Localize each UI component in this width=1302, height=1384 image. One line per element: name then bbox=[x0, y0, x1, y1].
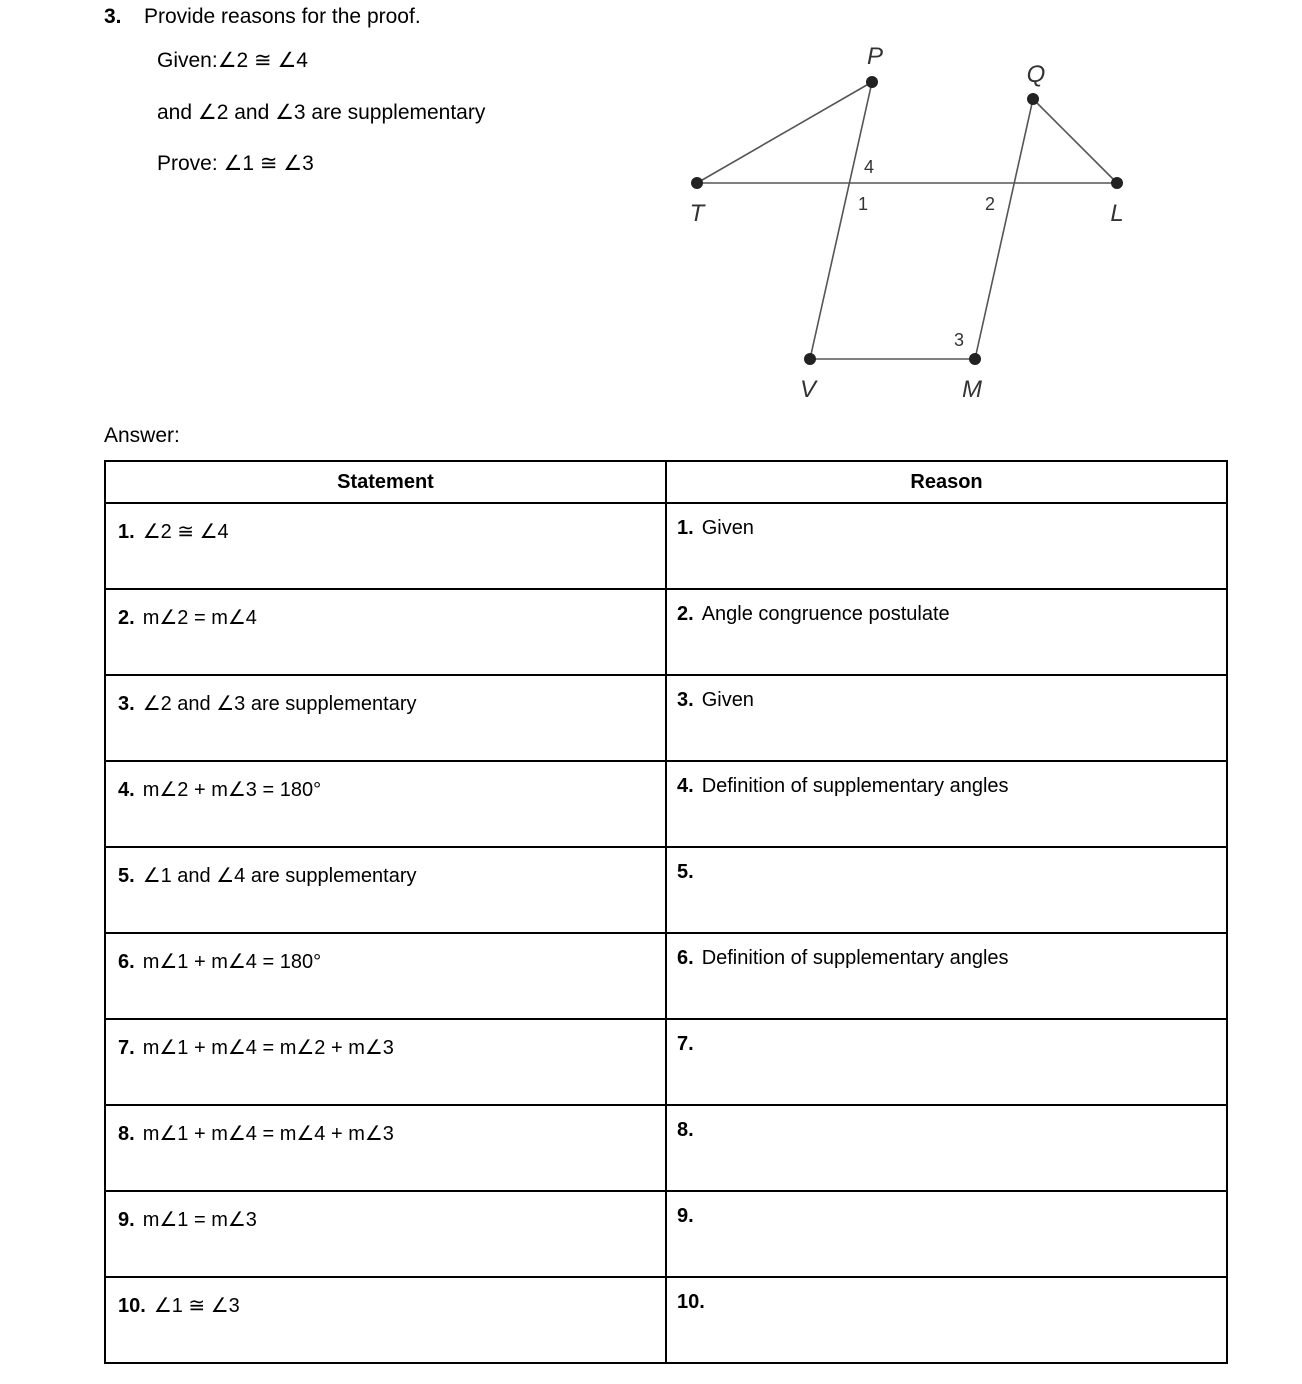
angle-label-4: 4 bbox=[863, 157, 875, 177]
table-row bbox=[105, 1105, 1227, 1191]
reason-header: Reason bbox=[666, 461, 1227, 503]
point-P-dot bbox=[866, 76, 878, 88]
reason-step-number: 3. bbox=[677, 689, 694, 711]
reason-text: Definition of supplementary angles bbox=[701, 775, 1009, 797]
segment-TP bbox=[697, 82, 875, 183]
reason-step-number: 9. bbox=[677, 1205, 694, 1227]
given-statement-2: and ∠2 and ∠3 are supplementary bbox=[157, 101, 486, 124]
statement-text: ∠2 and ∠3 are supplementary bbox=[142, 693, 417, 715]
table-row bbox=[105, 761, 1227, 847]
point-M-dot bbox=[969, 353, 981, 365]
question-header bbox=[104, 4, 421, 30]
angle-label-3: 3 bbox=[953, 330, 965, 350]
point-V-dot bbox=[804, 353, 816, 365]
segment-PV bbox=[810, 82, 875, 359]
reason-cell[interactable] bbox=[666, 589, 1227, 675]
reason-step-number: 6. bbox=[677, 947, 694, 969]
angle-label-2: 2 bbox=[984, 194, 996, 214]
statement-cell bbox=[105, 589, 666, 675]
point-L-dot bbox=[1111, 177, 1123, 189]
question-number: 3. bbox=[104, 5, 122, 28]
statement-cell bbox=[105, 1019, 666, 1105]
statement-cell bbox=[105, 503, 666, 589]
segment-QL bbox=[1033, 99, 1117, 183]
table-row bbox=[105, 503, 1227, 589]
statement-text: m∠1 = m∠3 bbox=[142, 1209, 257, 1231]
table-row bbox=[105, 675, 1227, 761]
question-prompt: Provide reasons for the proof. bbox=[144, 5, 421, 28]
label-V: V bbox=[799, 376, 817, 403]
reason-step-number: 7. bbox=[677, 1033, 694, 1055]
statement-cell bbox=[105, 761, 666, 847]
statement-header: Statement bbox=[105, 461, 666, 503]
table-row bbox=[105, 1191, 1227, 1277]
angle-label-1: 1 bbox=[857, 194, 869, 214]
statement-cell bbox=[105, 675, 666, 761]
statement-text: m∠2 = m∠4 bbox=[142, 607, 257, 629]
statement-cell bbox=[105, 1191, 666, 1277]
proof-table bbox=[104, 460, 1228, 1364]
statement-step-number: 1. bbox=[118, 521, 135, 543]
reason-step-number: 5. bbox=[677, 861, 694, 883]
reason-step-number: 1. bbox=[677, 517, 694, 539]
statement-step-number: 10. bbox=[118, 1295, 146, 1317]
reason-cell[interactable] bbox=[666, 1019, 1227, 1105]
table-row bbox=[105, 589, 1227, 675]
statement-text: m∠1 + m∠4 = m∠2 + m∠3 bbox=[142, 1037, 394, 1059]
reason-text: Given bbox=[701, 517, 754, 539]
reason-step-number: 2. bbox=[677, 603, 694, 625]
reason-cell[interactable] bbox=[666, 1105, 1227, 1191]
statement-step-number: 4. bbox=[118, 779, 135, 801]
statement-cell bbox=[105, 933, 666, 1019]
label-T: T bbox=[689, 200, 705, 227]
reason-text: Given bbox=[701, 689, 754, 711]
statement-text: ∠1 and ∠4 are supplementary bbox=[142, 865, 417, 887]
statement-step-number: 3. bbox=[118, 693, 135, 715]
statement-step-number: 8. bbox=[118, 1123, 135, 1145]
statement-step-number: 9. bbox=[118, 1209, 135, 1231]
answer-label: Answer: bbox=[104, 424, 180, 447]
reason-cell[interactable] bbox=[666, 847, 1227, 933]
statement-text: m∠1 + m∠4 = 180° bbox=[142, 951, 322, 973]
statement-step-number: 6. bbox=[118, 951, 135, 973]
reason-step-number: 10. bbox=[677, 1291, 705, 1313]
geometry-diagram bbox=[660, 30, 1160, 410]
label-Q: Q bbox=[1026, 61, 1046, 88]
statement-text: ∠1 ≅ ∠3 bbox=[153, 1295, 240, 1317]
statement-cell bbox=[105, 1105, 666, 1191]
point-T-dot bbox=[691, 177, 703, 189]
reason-cell[interactable] bbox=[666, 503, 1227, 589]
statement-text: m∠2 + m∠3 = 180° bbox=[142, 779, 322, 801]
reason-cell[interactable] bbox=[666, 675, 1227, 761]
statement-text: m∠1 + m∠4 = m∠4 + m∠3 bbox=[142, 1123, 394, 1145]
reason-cell[interactable] bbox=[666, 761, 1227, 847]
prove-statement: Prove: ∠1 ≅ ∠3 bbox=[157, 152, 314, 175]
reason-text: Definition of supplementary angles bbox=[701, 947, 1009, 969]
reason-text: Angle congruence postulate bbox=[701, 603, 950, 625]
statement-text: ∠2 ≅ ∠4 bbox=[142, 521, 229, 543]
given-statement-1: Given:∠2 ≅ ∠4 bbox=[157, 49, 308, 72]
statement-cell bbox=[105, 847, 666, 933]
reason-cell[interactable] bbox=[666, 1191, 1227, 1277]
statement-step-number: 7. bbox=[118, 1037, 135, 1059]
reason-step-number: 8. bbox=[677, 1119, 694, 1141]
table-row bbox=[105, 1019, 1227, 1105]
point-Q-dot bbox=[1027, 93, 1039, 105]
statement-step-number: 5. bbox=[118, 865, 135, 887]
label-M: M bbox=[962, 376, 982, 403]
reason-cell[interactable] bbox=[666, 933, 1227, 1019]
label-P: P bbox=[866, 43, 884, 70]
reason-cell[interactable] bbox=[666, 1277, 1227, 1363]
proof-table-header-row bbox=[105, 461, 1227, 503]
label-L: L bbox=[1110, 200, 1124, 227]
table-row bbox=[105, 933, 1227, 1019]
proof-table-body bbox=[105, 503, 1227, 1363]
segment-MQ bbox=[975, 99, 1033, 359]
reason-step-number: 4. bbox=[677, 775, 694, 797]
table-row bbox=[105, 847, 1227, 933]
statement-cell bbox=[105, 1277, 666, 1363]
statement-step-number: 2. bbox=[118, 607, 135, 629]
table-row bbox=[105, 1277, 1227, 1363]
